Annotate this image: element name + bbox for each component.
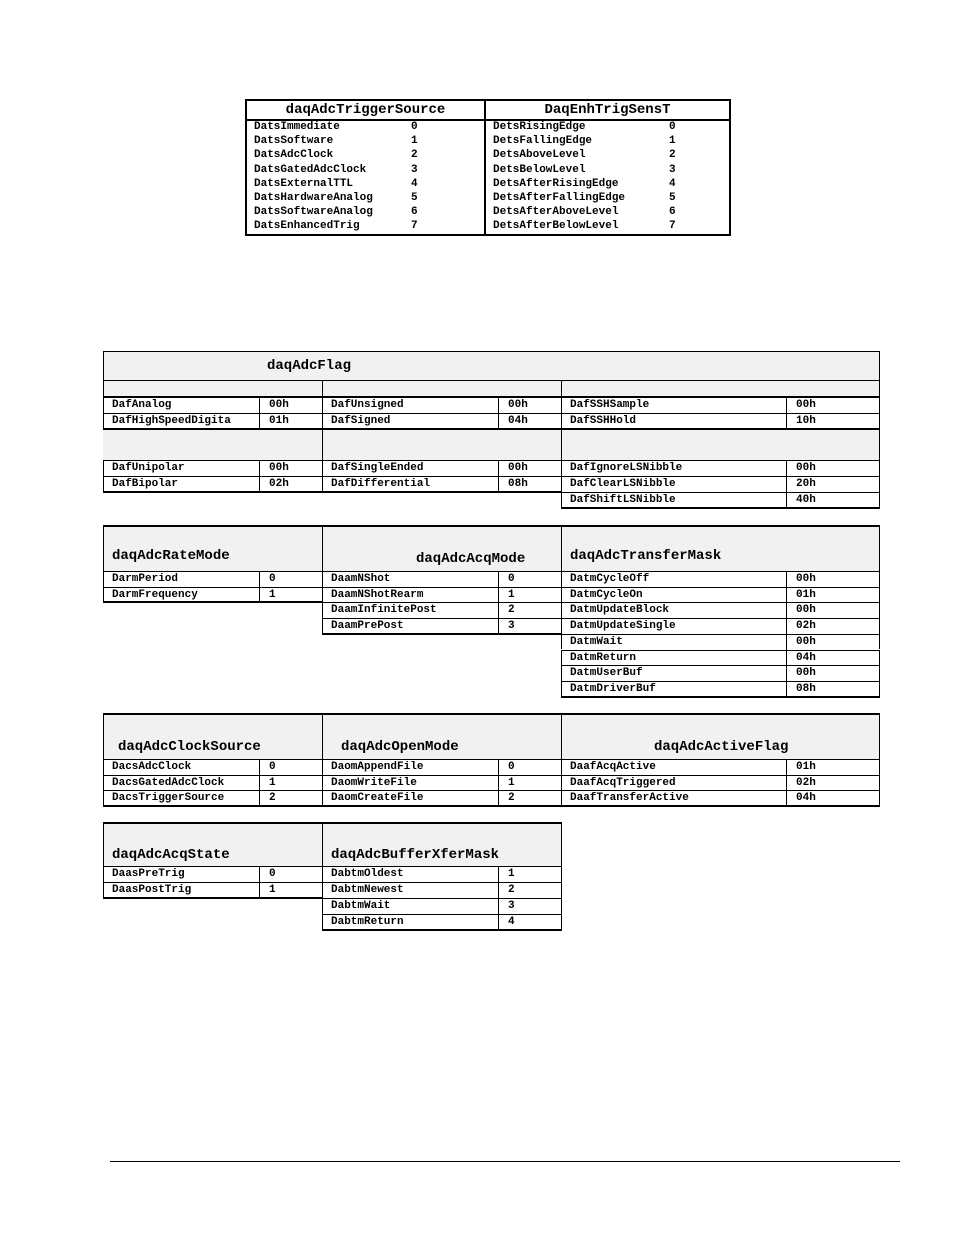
flag-g2c3-value: 20h xyxy=(796,478,816,490)
column-divider xyxy=(498,760,499,776)
flag-g2c3-name: DafIgnoreLSNibble xyxy=(570,462,683,474)
transfer-mask-row xyxy=(561,650,880,666)
rate-mode-row xyxy=(103,587,323,604)
footer-rule xyxy=(110,1161,900,1162)
active-flag-value: 01h xyxy=(796,761,816,773)
flag-g1c1-value: 01h xyxy=(269,415,289,427)
trigger-source-value: 5 xyxy=(411,192,418,204)
flag-g1c3-row xyxy=(561,397,880,413)
column-divider xyxy=(786,588,787,604)
transfer-mask-value: 01h xyxy=(796,588,816,601)
flag-g2c1-name: DafBipolar xyxy=(112,478,179,490)
enh-trig-sens-name: DetsAfterRisingEdge xyxy=(493,177,619,190)
trigger-source-value: 1 xyxy=(411,135,418,148)
acq-mode-name: DaamInfinitePost xyxy=(331,604,437,617)
column-divider xyxy=(498,461,499,477)
trigger-source-name: DatsAdcClock xyxy=(254,149,334,162)
column-divider xyxy=(498,603,499,619)
flag-g2c3-row xyxy=(561,476,880,492)
column-divider xyxy=(786,776,787,792)
buffer-xfer-row xyxy=(322,914,562,931)
flag-g2c3-row xyxy=(561,460,880,476)
clock-source-row xyxy=(103,775,323,791)
acq-mode-row xyxy=(322,571,562,587)
rate-mode-header xyxy=(103,525,323,572)
transfer-mask-name: DatmUpdateSingle xyxy=(570,620,676,633)
trigger-source-value: 0 xyxy=(411,121,418,133)
flag-g2c2-row xyxy=(322,460,562,476)
transfer-mask-row xyxy=(561,602,880,618)
flag-g1c1-name: DafHighSpeedDigita xyxy=(112,415,231,427)
transfer-mask-value: 00h xyxy=(796,604,816,617)
column-divider xyxy=(498,899,499,915)
acq-state-title: daqAdcAcqState xyxy=(112,847,230,863)
rate-mode-value: 1 xyxy=(269,588,276,601)
transfer-mask-value: 00h xyxy=(796,573,816,585)
trigger-source-table xyxy=(245,99,731,236)
acq-mode-name: DaamNShot xyxy=(331,573,391,585)
rate-mode-title: daqAdcRateMode xyxy=(112,548,230,564)
enh-trig-sens-name: DetsBelowLevel xyxy=(493,163,586,176)
flag-g1c2-name: DafSigned xyxy=(331,415,391,427)
open-mode-title: daqAdcOpenMode xyxy=(341,739,459,755)
acq-mode-value: 1 xyxy=(508,588,515,601)
flag-g2c2-value: 08h xyxy=(508,478,528,490)
acq-mode-value: 0 xyxy=(508,573,515,585)
open-mode-name: DaomAppendFile xyxy=(331,761,424,773)
column-divider xyxy=(498,915,499,931)
trigger-source-value: 4 xyxy=(411,177,418,190)
open-mode-value: 1 xyxy=(508,776,515,789)
clock-source-title: daqAdcClockSource xyxy=(118,739,261,755)
trigger-source-value: 6 xyxy=(411,206,418,219)
trigger-source-value: 2 xyxy=(411,149,418,162)
column-divider xyxy=(259,572,260,588)
transfer-mask-name: DatmCycleOff xyxy=(570,573,650,585)
trigger-source-name: DatsImmediate xyxy=(254,121,340,133)
column-divider xyxy=(786,760,787,776)
column-divider xyxy=(786,461,787,477)
open-mode-name: DaomWriteFile xyxy=(331,776,417,789)
acq-mode-title: daqAdcAcqMode xyxy=(416,551,526,567)
transfer-mask-value: 04h xyxy=(796,651,816,664)
clock-source-value: 1 xyxy=(269,776,276,789)
flag-g1c3-value: 10h xyxy=(796,415,816,427)
rate-mode-name: DarmPeriod xyxy=(112,573,179,585)
trigger-source-name: DatsHardwareAnalog xyxy=(254,192,373,204)
adc-flag-title-bar xyxy=(103,351,880,381)
flag-g2c2-value: 00h xyxy=(508,462,528,474)
transfer-mask-row xyxy=(561,618,880,634)
enh-trig-sens-value: 7 xyxy=(669,220,676,233)
open-mode-row xyxy=(322,790,562,807)
column-divider xyxy=(786,635,787,651)
acq-state-name: DaasPostTrig xyxy=(112,884,192,896)
buffer-xfer-name: DabtmOldest xyxy=(331,868,404,880)
buffer-xfer-name: DabtmReturn xyxy=(331,916,404,928)
transfer-mask-header xyxy=(561,525,880,572)
active-flag-name: DaafAcqActive xyxy=(570,761,656,773)
acq-state-value: 1 xyxy=(269,884,276,896)
transfer-mask-value: 02h xyxy=(796,620,816,633)
column-divider xyxy=(259,791,260,807)
flag-g1c1-row xyxy=(103,413,323,430)
flag-g2c1-name: DafUnipolar xyxy=(112,462,185,474)
column-divider xyxy=(786,414,787,430)
acq-mode-row xyxy=(322,618,562,635)
enh-trig-sens-name: DetsFallingEdge xyxy=(493,135,593,148)
flag-g1c3-name: DafSSHSample xyxy=(570,399,650,411)
clock-source-row xyxy=(103,790,323,807)
column-divider xyxy=(259,461,260,477)
active-flag-header xyxy=(561,713,880,760)
active-flag-row xyxy=(561,775,880,791)
flag-g2c3-name: DafClearLSNibble xyxy=(570,478,676,490)
clock-source-row xyxy=(103,759,323,775)
buffer-xfer-row xyxy=(322,866,562,882)
column-divider xyxy=(259,867,260,883)
enh-trig-sens-name: DetsAfterAboveLevel xyxy=(493,206,619,219)
flag-g1c1-value: 00h xyxy=(269,399,289,411)
acq-mode-row xyxy=(322,587,562,603)
trigger-source-name: DatsExternalTTL xyxy=(254,177,354,190)
trigger-source-value: 3 xyxy=(411,163,418,176)
flag-g2c3-name: DafShiftLSNibble xyxy=(570,494,676,506)
active-flag-value: 04h xyxy=(796,792,816,805)
clock-source-name: DacsAdcClock xyxy=(112,761,192,773)
buffer-xfer-value: 3 xyxy=(508,900,515,912)
enh-trig-sens-value: 2 xyxy=(669,149,676,162)
clock-source-name: DacsGatedAdcClock xyxy=(112,776,225,789)
open-mode-name: DaomCreateFile xyxy=(331,792,424,805)
clock-source-value: 2 xyxy=(269,792,276,805)
column-divider xyxy=(786,572,787,588)
rate-mode-name: DarmFrequency xyxy=(112,588,198,601)
transfer-mask-value: 00h xyxy=(796,635,816,648)
flag-g2c1-row xyxy=(103,476,323,493)
column-divider xyxy=(786,603,787,619)
transfer-mask-row xyxy=(561,587,880,603)
flag-subheader xyxy=(561,380,880,397)
flag-g1c1-name: DafAnalog xyxy=(112,399,172,411)
column-divider xyxy=(498,572,499,588)
column-divider xyxy=(498,883,499,899)
acq-mode-header xyxy=(322,525,562,572)
rate-mode-row xyxy=(103,571,323,587)
acq-state-row xyxy=(103,882,323,899)
trigger-source-value: 7 xyxy=(411,220,418,233)
enh-trig-sens-name: DetsAboveLevel xyxy=(493,149,586,162)
active-flag-name: DaafAcqTriggered xyxy=(570,776,676,789)
flag-g1c2-value: 04h xyxy=(508,415,528,427)
column-divider xyxy=(786,682,787,698)
column-divider xyxy=(259,776,260,792)
column-divider xyxy=(498,619,499,635)
active-flag-row xyxy=(561,759,880,775)
adc-flag-title: daqAdcFlag xyxy=(267,358,352,374)
active-flag-name: DaafTransferActive xyxy=(570,792,689,805)
open-mode-value: 0 xyxy=(508,761,515,773)
column-divider xyxy=(498,477,499,493)
transfer-mask-name: DatmReturn xyxy=(570,651,637,664)
transfer-mask-name: DatmCycleOn xyxy=(570,588,643,601)
transfer-mask-value: 08h xyxy=(796,682,816,695)
flag-g2c2-name: DafDifferential xyxy=(331,478,431,490)
flag-g1c2-row xyxy=(322,397,562,413)
transfer-mask-row xyxy=(561,634,880,650)
column-divider xyxy=(259,883,260,899)
flag-g1c2-row xyxy=(322,413,562,430)
acq-mode-value: 2 xyxy=(508,604,515,617)
buffer-xfer-title: daqAdcBufferXferMask xyxy=(331,847,500,863)
acq-state-header xyxy=(103,822,323,867)
enh-trig-sens-value: 6 xyxy=(669,206,676,219)
rate-mode-value: 0 xyxy=(269,573,276,585)
flag-g1c2-name: DafUnsigned xyxy=(331,399,404,411)
active-flag-row xyxy=(561,790,880,807)
clock-source-name: DacsTriggerSource xyxy=(112,792,225,805)
trigger-source-name: DatsSoftware xyxy=(254,135,334,148)
enh-trig-sens-value: 0 xyxy=(669,121,676,133)
flag-spacer xyxy=(561,428,880,461)
column-divider xyxy=(498,414,499,430)
trigger-source-name: DatsEnhancedTrig xyxy=(254,220,360,233)
enh-trig-sens-value: 3 xyxy=(669,163,676,176)
transfer-mask-name: DatmDriverBuf xyxy=(570,682,656,695)
column-divider xyxy=(259,477,260,493)
column-divider xyxy=(259,588,260,604)
flag-spacer xyxy=(103,428,323,461)
flag-g2c1-value: 00h xyxy=(269,462,289,474)
buffer-xfer-row xyxy=(322,898,562,914)
transfer-mask-title: daqAdcTransferMask xyxy=(570,548,722,564)
buffer-xfer-value: 2 xyxy=(508,884,515,896)
flag-g2c3-row xyxy=(561,492,880,509)
transfer-mask-row xyxy=(561,665,880,681)
acq-mode-name: DaamNShotRearm xyxy=(331,588,424,601)
buffer-xfer-value: 4 xyxy=(508,916,515,928)
flag-g1c3-value: 00h xyxy=(796,399,816,411)
acq-state-row xyxy=(103,866,323,882)
clock-source-header xyxy=(103,713,323,760)
open-mode-header xyxy=(322,713,562,760)
buffer-xfer-row xyxy=(322,882,562,898)
column-divider xyxy=(786,398,787,414)
enh-trig-sens-header: DaqEnhTrigSensT xyxy=(544,102,671,118)
flag-g2c1-row xyxy=(103,460,323,476)
trigger-source-header: daqAdcTriggerSource xyxy=(285,102,446,118)
column-divider xyxy=(786,651,787,667)
column-divider xyxy=(786,666,787,682)
acq-mode-name: DaamPrePost xyxy=(331,620,404,633)
flag-g1c3-row xyxy=(561,413,880,430)
column-divider xyxy=(786,477,787,493)
column-divider xyxy=(498,398,499,414)
transfer-mask-name: DatmWait xyxy=(570,635,623,648)
acq-state-value: 0 xyxy=(269,868,276,880)
enh-trig-sens-value: 1 xyxy=(669,135,676,148)
acq-state-name: DaasPreTrig xyxy=(112,868,185,880)
open-mode-value: 2 xyxy=(508,792,515,805)
buffer-xfer-name: DabtmNewest xyxy=(331,884,404,896)
column-divider xyxy=(498,776,499,792)
open-mode-row xyxy=(322,759,562,775)
flag-g2c2-name: DafSingleEnded xyxy=(331,462,424,474)
enh-trig-sens-value: 4 xyxy=(669,177,676,190)
acq-mode-value: 3 xyxy=(508,620,515,633)
active-flag-title: daqAdcActiveFlag xyxy=(654,739,789,755)
buffer-xfer-name: DabtmWait xyxy=(331,900,391,912)
trigger-source-name: DatsGatedAdcClock xyxy=(254,163,367,176)
enh-trig-sens-name: DetsAfterBelowLevel xyxy=(493,220,619,233)
enh-trig-sens-value: 5 xyxy=(669,192,676,204)
transfer-mask-name: DatmUpdateBlock xyxy=(570,604,670,617)
active-flag-value: 02h xyxy=(796,776,816,789)
flag-subheader xyxy=(103,380,323,397)
flag-g2c1-value: 02h xyxy=(269,478,289,490)
transfer-mask-name: DatmUserBuf xyxy=(570,667,643,680)
column-divider xyxy=(786,791,787,807)
buffer-xfer-value: 1 xyxy=(508,868,515,880)
transfer-mask-value: 00h xyxy=(796,667,816,680)
transfer-mask-row xyxy=(561,681,880,698)
column-divider xyxy=(498,867,499,883)
flag-g1c3-name: DafSSHHold xyxy=(570,415,637,427)
enh-trig-sens-name: DetsRisingEdge xyxy=(493,121,586,133)
buffer-xfer-header xyxy=(322,822,562,867)
column-divider xyxy=(259,414,260,430)
trigger-source-name: DatsSoftwareAnalog xyxy=(254,206,373,219)
column-divider xyxy=(786,493,787,509)
flag-spacer xyxy=(322,428,562,461)
flag-subheader xyxy=(322,380,562,397)
flag-g1c1-row xyxy=(103,397,323,413)
column-divider xyxy=(498,791,499,807)
column-divider xyxy=(259,760,260,776)
column-divider xyxy=(498,588,499,604)
flag-g2c2-row xyxy=(322,476,562,493)
clock-source-value: 0 xyxy=(269,761,276,773)
flag-g1c2-value: 00h xyxy=(508,399,528,411)
open-mode-row xyxy=(322,775,562,791)
transfer-mask-row xyxy=(561,571,880,587)
column-divider xyxy=(786,619,787,635)
acq-mode-row xyxy=(322,602,562,618)
flag-g2c3-value: 40h xyxy=(796,494,816,506)
enh-trig-sens-name: DetsAfterFallingEdge xyxy=(493,192,626,204)
flag-g2c3-value: 00h xyxy=(796,462,816,474)
column-divider xyxy=(259,398,260,414)
